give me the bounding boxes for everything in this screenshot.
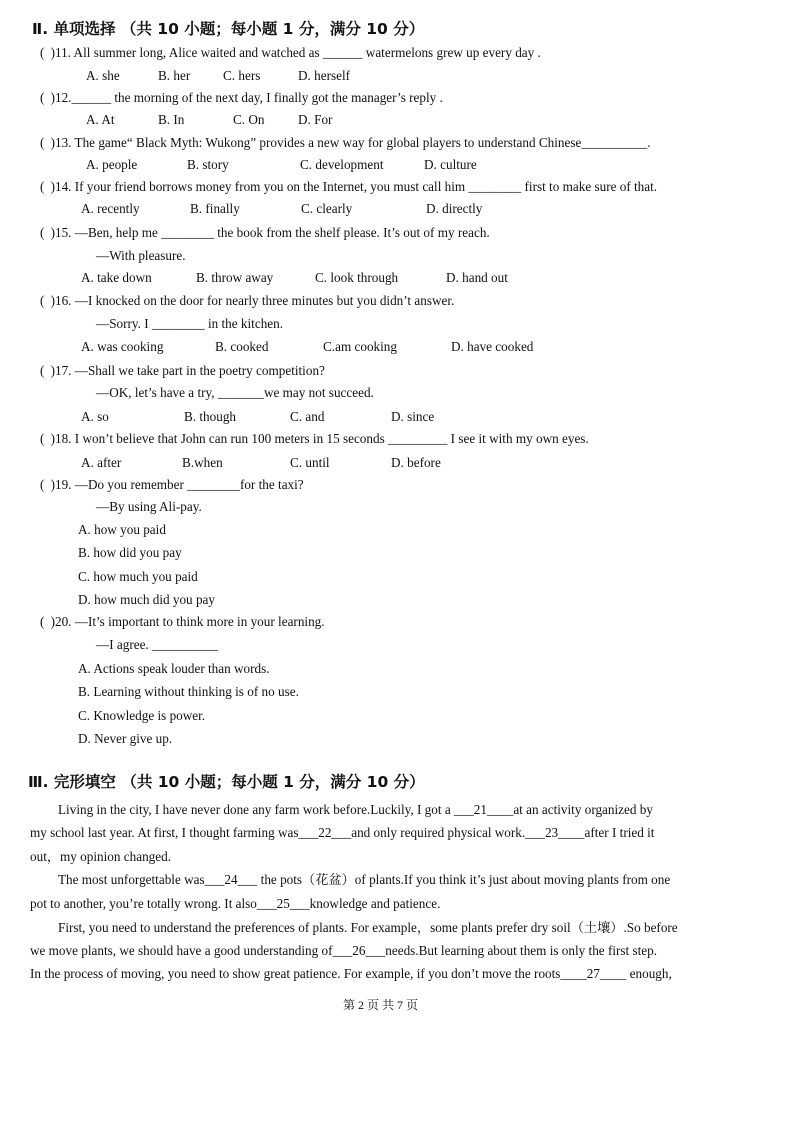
option: D. how much did you pay [78, 591, 215, 607]
option: A. she [86, 68, 120, 83]
option: C.am cooking [323, 339, 397, 354]
option: B. story [187, 157, 229, 172]
passage-line: out，my opinion changed. [30, 849, 172, 864]
dialogue-reply: —By using Ali-pay. [96, 499, 202, 514]
option: C. until [290, 455, 330, 470]
option: D. before [391, 455, 441, 470]
answer-paren[interactable]: ( [40, 135, 45, 150]
answer-paren[interactable]: ( [40, 90, 45, 105]
option: B. her [158, 68, 191, 83]
answer-paren[interactable]: ( [40, 614, 45, 629]
option: A. take down [81, 270, 152, 285]
option: D. directly [426, 201, 483, 216]
page-footer: 第 2 页 共 7 页 [343, 998, 419, 1012]
passage-line: my school last year. At first, I thought farming was___22___and only required physical work.___23____after I tried it [30, 825, 655, 840]
option: C. hers [223, 68, 261, 83]
section-3-title: Ⅲ. 完形填空 （共 10 小题；每小题 1 分，满分 10 分） [28, 773, 425, 791]
option: C. how much you paid [78, 568, 198, 584]
option: C. development [300, 157, 384, 172]
option: B. though [184, 409, 237, 424]
option: C. clearly [301, 201, 353, 216]
question-stem: )16. —I knocked on the door for nearly three minutes but you didn’t answer. [44, 293, 455, 308]
option: B. finally [190, 201, 240, 216]
answer-paren[interactable]: ( [40, 179, 45, 194]
option: B. Learning without thinking is of no use. [78, 684, 299, 700]
option: A. people [86, 157, 138, 172]
passage-line: The most unforgettable was___24___ the pots（花盆）of plants.If you think it’s just about moving plants from one [58, 872, 671, 887]
option: D. herself [298, 68, 350, 83]
option: A. was cooking [81, 339, 164, 354]
option: D. Never give up. [78, 730, 173, 746]
option: D. For [298, 112, 333, 127]
option: C. look through [315, 270, 399, 285]
question-stem: )19. —Do you remember ________for the taxi? [44, 477, 304, 492]
option: B.when [182, 455, 223, 470]
question-stem: )14. If your friend borrows money from you on the Internet, you must call him ________ first to make sure of that. [44, 179, 658, 194]
option: A. recently [81, 201, 140, 216]
option: A. At [86, 112, 115, 127]
option: A. after [81, 455, 122, 470]
answer-paren[interactable]: ( [40, 431, 45, 446]
option: A. Actions speak louder than words. [78, 661, 270, 676]
question-stem: )15. —Ben, help me ________ the book from the shelf please. It’s out of my reach. [44, 225, 490, 240]
question-stem: )17. —Shall we take part in the poetry competition? [44, 363, 325, 378]
answer-paren[interactable]: ( [40, 225, 45, 240]
dialogue-reply: —OK, let’s have a try, _______we may not succeed. [96, 385, 374, 400]
answer-paren[interactable]: ( [40, 363, 45, 378]
option: C. and [290, 409, 325, 424]
option: D. have cooked [451, 339, 534, 354]
question-stem: )18. I won’t believe that John can run 100 meters in 15 seconds _________ I see it with my own eyes. [44, 431, 589, 446]
option: B. how did you pay [78, 545, 182, 561]
passage-line: First, you need to understand the preferences of plants. For example，some plants prefer dry soil（土壤）.So before [58, 920, 678, 935]
dialogue-reply: —I agree. __________ [96, 637, 218, 652]
answer-paren[interactable]: ( [40, 477, 45, 492]
option: D. since [391, 409, 435, 424]
option: A. how you paid [78, 522, 166, 537]
passage-line: In the process of moving, you need to show great patience. For example, if you don’t move the roots____27____ enough, [30, 966, 672, 981]
answer-paren[interactable]: ( [40, 293, 45, 308]
option: B. In [158, 112, 185, 127]
option: C. Knowledge is power. [78, 707, 206, 723]
answer-paren[interactable]: ( [40, 45, 45, 60]
passage-line: we move plants, we should have a good understanding of___26___needs.But learning about them is only the first step. [30, 943, 658, 958]
option: B. cooked [215, 339, 269, 354]
option: C. On [233, 112, 265, 127]
question-stem: )20. —It’s important to think more in your learning. [44, 614, 325, 629]
section-2-title: Ⅱ. 单项选择 （共 10 小题；每小题 1 分，满分 10 分） [32, 20, 425, 38]
option: D. hand out [446, 270, 508, 285]
passage-line: pot to another, you’re totally wrong. It also___25___knowledge and patience. [30, 896, 441, 911]
dialogue-reply: —Sorry. I ________ in the kitchen. [96, 316, 284, 331]
question-stem: )11. All summer long, Alice waited and watched as ______ watermelons grew up every day . [44, 45, 541, 60]
passage-line: Living in the city, I have never done any farm work before.Luckily, I got a ___21____at an activity organized by [58, 802, 653, 817]
question-stem: )13. The game“ Black Myth: Wukong” provides a new way for global players to understand Chinese__________. [44, 135, 651, 150]
question-stem: )12.______ the morning of the next day, I finally got the manager’s reply . [44, 90, 443, 105]
dialogue-reply: —With pleasure. [96, 248, 186, 263]
option: D. culture [424, 157, 477, 172]
option: B. throw away [196, 270, 274, 285]
option: A. so [81, 409, 109, 424]
